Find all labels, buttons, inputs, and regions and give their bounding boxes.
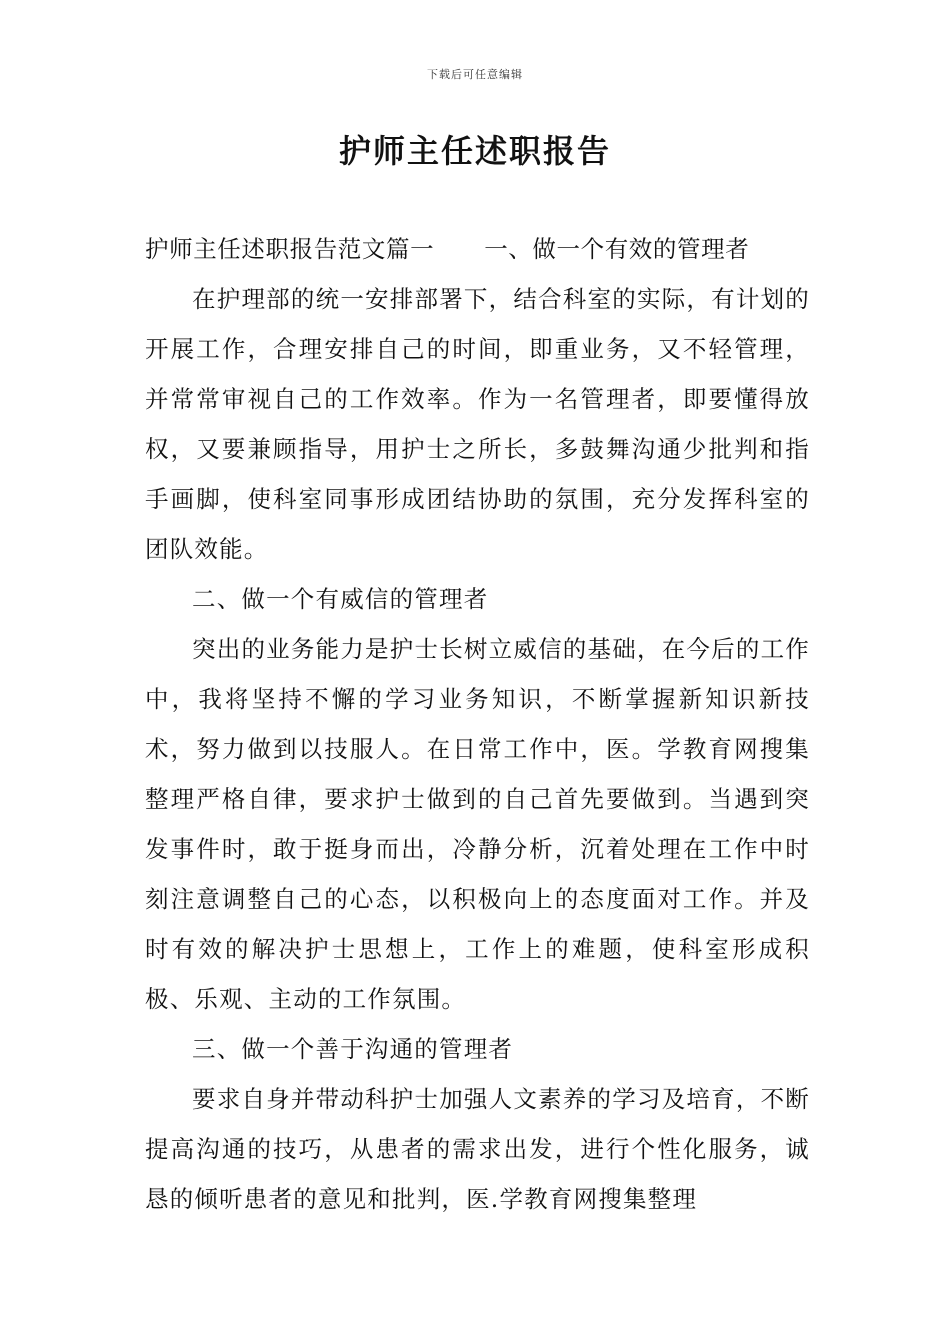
section3-heading: 三、做一个善于沟通的管理者 [192,1035,514,1063]
paragraph-1: 在护理部的统一安排部署下，结合科室的实际，有计划的开展工作，合理安排自己的时间，即重业务，又不轻管理，并常常审视自己的工作效率。作为一名管理者，即要懂得放权，又要兼顾指导，用护士之所长，多鼓舞沟通少批判和指手画脚，使科室同事形成团结协助的氛围，充分发挥科室的团队效能。 [145,285,810,563]
section2-heading: 二、做一个有威信的管理者 [192,585,489,613]
section1-heading: 一、做一个有效的管理者 [484,235,750,263]
intro-line [145,224,810,274]
document-body [145,224,810,1224]
document-title: 护师主任述职报告 [338,132,611,170]
paragraph-2: 突出的业务能力是护士长树立威信的基础，在今后的工作中，我将坚持不懈的学习业务知识，不断掌握新知识新技术，努力做到以技服人。在日常工作中，医。学教育网搜集整理严格自律，要求护士做到的自己首先要做到。当遇到突发事件时，敢于挺身而出，冷静分析，沉着处理在工作中时刻注意调整自己的心态，以积极向上的态度面对工作。并及时有效的解决护士思想上，工作上的难题，使科室形成积极、乐观、主动的工作氛围。 [145,635,810,1013]
intro-label: 护师主任述职报告范文篇一 [145,235,435,263]
paragraph-3: 要求自身并带动科护士加强人文素养的学习及培育，不断提高沟通的技巧，从患者的需求出发，进行个性化服务，诚恳的倾听患者的意见和批判，医.学教育网搜集整理 [145,1085,810,1213]
header-note: 下载后可任意编辑 [427,68,523,81]
